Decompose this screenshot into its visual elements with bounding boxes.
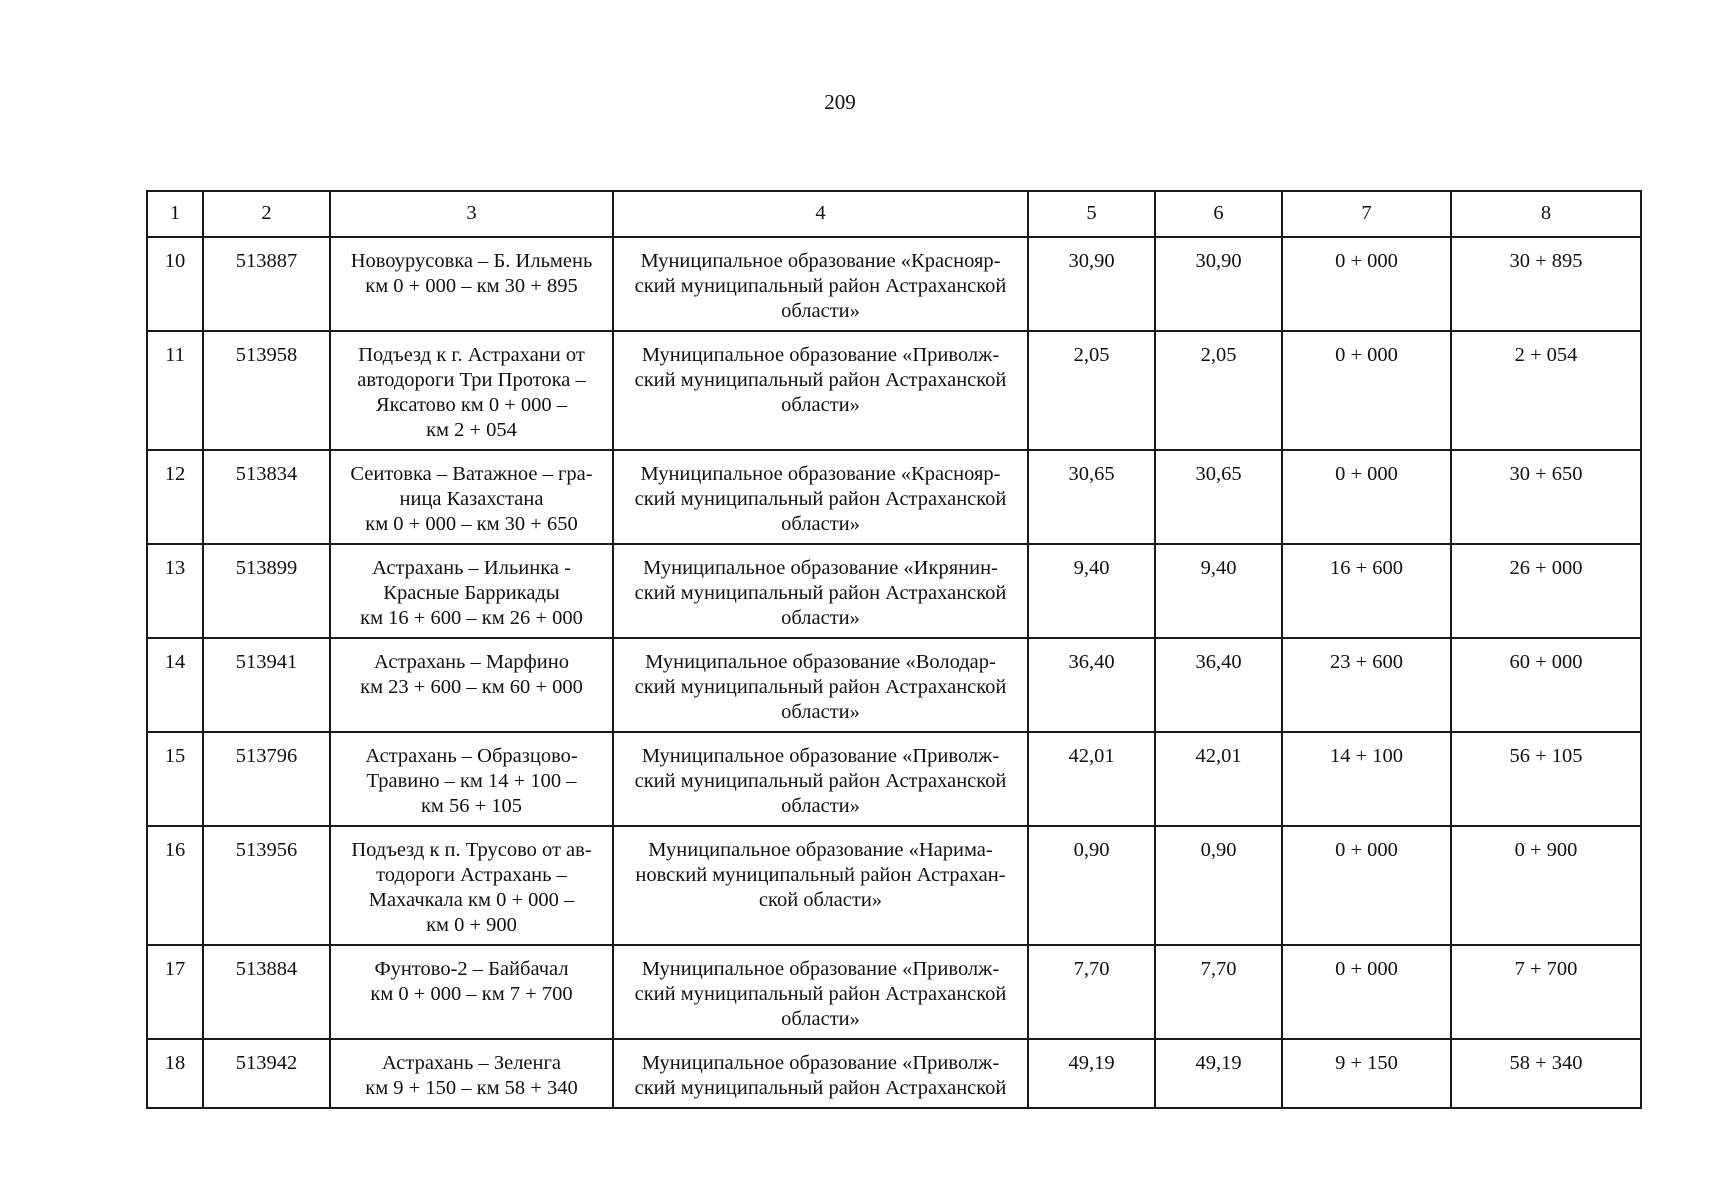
end-km: 26 + 000 — [1451, 544, 1641, 638]
municipality: Муниципальное образование «Приволж- ский муниципальный район Астраханской области» — [613, 331, 1028, 450]
start-km: 0 + 000 — [1282, 331, 1451, 450]
start-km: 14 + 100 — [1282, 732, 1451, 826]
end-km: 2 + 054 — [1451, 331, 1641, 450]
table-row — [147, 638, 1641, 732]
road-name: Сеитовка – Ватажное – гра- ница Казахстана км 0 + 000 – км 30 + 650 — [330, 450, 613, 544]
page-number: 209 — [824, 90, 856, 114]
start-km: 0 + 000 — [1282, 450, 1451, 544]
length-value: 0,90 — [1028, 826, 1155, 945]
road-name: Подъезд к п. Трусово от ав- тодороги Астрахань – Махачкала км 0 + 000 – км 0 + 900 — [330, 826, 613, 945]
table-row — [147, 1039, 1641, 1108]
start-km: 23 + 600 — [1282, 638, 1451, 732]
road-code: 513958 — [203, 331, 330, 450]
table-row — [147, 331, 1641, 450]
length-value: 9,40 — [1155, 544, 1282, 638]
row-number: 12 — [147, 450, 203, 544]
start-km: 0 + 000 — [1282, 237, 1451, 331]
column-header: 5 — [1028, 191, 1155, 237]
municipality: Муниципальное образование «Икрянин- ский муниципальный район Астраханской области» — [613, 544, 1028, 638]
length-value: 0,90 — [1155, 826, 1282, 945]
road-code: 513834 — [203, 450, 330, 544]
end-km: 56 + 105 — [1451, 732, 1641, 826]
length-value: 30,90 — [1028, 237, 1155, 331]
start-km: 16 + 600 — [1282, 544, 1451, 638]
table-row — [147, 450, 1641, 544]
start-km: 0 + 000 — [1282, 826, 1451, 945]
end-km: 0 + 900 — [1451, 826, 1641, 945]
length-value: 9,40 — [1028, 544, 1155, 638]
length-value: 36,40 — [1155, 638, 1282, 732]
municipality: Муниципальное образование «Приволж- ский муниципальный район Астраханской области» — [613, 945, 1028, 1039]
row-number: 16 — [147, 826, 203, 945]
road-code: 513796 — [203, 732, 330, 826]
table-row — [147, 945, 1641, 1039]
length-value: 2,05 — [1028, 331, 1155, 450]
column-header: 4 — [613, 191, 1028, 237]
length-value: 42,01 — [1155, 732, 1282, 826]
table-row — [147, 732, 1641, 826]
road-code: 513941 — [203, 638, 330, 732]
length-value: 30,65 — [1028, 450, 1155, 544]
end-km: 58 + 340 — [1451, 1039, 1641, 1108]
row-number: 13 — [147, 544, 203, 638]
road-name: Астрахань – Марфино км 23 + 600 – км 60 + 000 — [330, 638, 613, 732]
road-name: Подъезд к г. Астрахани от автодороги Три Протока – Яксатово км 0 + 000 – км 2 + 054 — [330, 331, 613, 450]
column-header: 1 — [147, 191, 203, 237]
length-value: 2,05 — [1155, 331, 1282, 450]
municipality: Муниципальное образование «Приволж- ский муниципальный район Астраханской — [613, 1039, 1028, 1108]
road-name: Фунтово-2 – Байбачал км 0 + 000 – км 7 + 700 — [330, 945, 613, 1039]
road-code: 513956 — [203, 826, 330, 945]
road-code: 513884 — [203, 945, 330, 1039]
column-header: 2 — [203, 191, 330, 237]
table-row — [147, 826, 1641, 945]
row-number: 15 — [147, 732, 203, 826]
road-code: 513899 — [203, 544, 330, 638]
municipality: Муниципальное образование «Нарима- новский муниципальный район Астрахан- ской области» — [613, 826, 1028, 945]
end-km: 60 + 000 — [1451, 638, 1641, 732]
row-number: 10 — [147, 237, 203, 331]
roads-table — [146, 190, 1642, 1109]
length-value: 7,70 — [1155, 945, 1282, 1039]
row-number: 14 — [147, 638, 203, 732]
municipality: Муниципальное образование «Краснояр- ский муниципальный район Астраханской области» — [613, 237, 1028, 331]
municipality: Муниципальное образование «Краснояр- ский муниципальный район Астраханской области» — [613, 450, 1028, 544]
road-name: Астрахань – Ильинка - Красные Баррикады км 16 + 600 – км 26 + 000 — [330, 544, 613, 638]
table-header-row — [147, 191, 1641, 237]
row-number: 17 — [147, 945, 203, 1039]
table-row — [147, 544, 1641, 638]
length-value: 30,65 — [1155, 450, 1282, 544]
road-name: Новоурусовка – Б. Ильмень км 0 + 000 – км 30 + 895 — [330, 237, 613, 331]
road-name: Астрахань – Образцово- Травино – км 14 + 100 – км 56 + 105 — [330, 732, 613, 826]
municipality: Муниципальное образование «Володар- ский муниципальный район Астраханской области» — [613, 638, 1028, 732]
column-header: 7 — [1282, 191, 1451, 237]
length-value: 49,19 — [1155, 1039, 1282, 1108]
row-number: 18 — [147, 1039, 203, 1108]
municipality: Муниципальное образование «Приволж- ский муниципальный район Астраханской области» — [613, 732, 1028, 826]
start-km: 0 + 000 — [1282, 945, 1451, 1039]
road-name: Астрахань – Зеленга км 9 + 150 – км 58 + 340 — [330, 1039, 613, 1108]
length-value: 49,19 — [1028, 1039, 1155, 1108]
end-km: 30 + 650 — [1451, 450, 1641, 544]
start-km: 9 + 150 — [1282, 1039, 1451, 1108]
length-value: 7,70 — [1028, 945, 1155, 1039]
length-value: 42,01 — [1028, 732, 1155, 826]
column-header: 6 — [1155, 191, 1282, 237]
table-row — [147, 237, 1641, 331]
road-code: 513942 — [203, 1039, 330, 1108]
column-header: 8 — [1451, 191, 1641, 237]
end-km: 7 + 700 — [1451, 945, 1641, 1039]
row-number: 11 — [147, 331, 203, 450]
length-value: 30,90 — [1155, 237, 1282, 331]
length-value: 36,40 — [1028, 638, 1155, 732]
road-code: 513887 — [203, 237, 330, 331]
end-km: 30 + 895 — [1451, 237, 1641, 331]
column-header: 3 — [330, 191, 613, 237]
